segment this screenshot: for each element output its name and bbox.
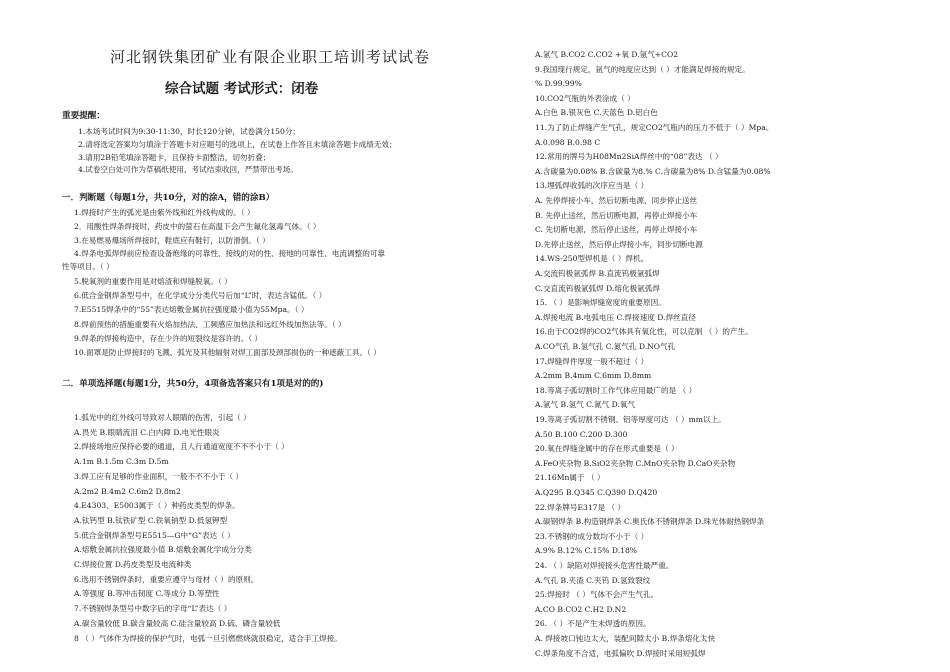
- notice-item: 1.本场考试时间为9:30-11:30，时长120分钟，试卷满分150分；: [78, 127, 301, 136]
- choice-line: % D.99.99%: [535, 79, 582, 89]
- choice-line: 14.WS-250型焊机是（ ）焊机。: [535, 254, 649, 264]
- choice-line: A. 先停焊接小车，然后切断电源，同步停止送丝: [535, 196, 698, 205]
- choice-line: A.等强度 B.等冲击韧度 C.等成分 D.等塑性: [74, 589, 220, 599]
- choice-line: 6.选用不锈钢焊条时，重要应遵守与母材（ ）的原则。: [74, 574, 259, 584]
- choice-line: A.钛钙型 B.钛铁矿型 C.铁氧钠型 D.低氢钾型: [74, 515, 228, 525]
- choice-line: A.FeO夹杂物 B.SiO2夹杂物 C.MnO夹杂物 D.CaO夹杂物: [535, 458, 736, 468]
- choice-line: C.交直流钨极氩弧焊 D.熔化极氩弧焊: [535, 283, 660, 293]
- choice-line: 18.等离子弧切割时工作气体应用最广的是 （ ）: [535, 385, 697, 395]
- section1-heading: 一．判断题（每题1分，共10分，对的涂A，错的涂B）: [62, 193, 275, 203]
- judgment-item: 10.面罩是防止焊接时的飞溅、弧光及其他辐射对焊工面部及颈部损伤的一种遮蔽工具。（ ）: [74, 348, 381, 357]
- choice-line: 12.常用的牌号为H08Mn2SiA焊丝中的“08”表达 （ ）: [535, 152, 723, 162]
- judgment-item: 性等项目。（ ）: [62, 262, 114, 271]
- judgment-item: 3.在易燃易爆场所焊接时，鞋底应有鞋钉，以防滑倒。（ ）: [74, 236, 270, 245]
- notice-item: 3.请用2B铅笔填涂答题卡，且保持卡面整洁，切勿折叠；: [78, 152, 271, 162]
- choice-line: 13.埋弧焊收弧的次序应当是（ ）: [535, 181, 649, 191]
- choice-line: A.气孔 B.夹渣 C.夹钨 D.氢致裂纹: [535, 575, 651, 585]
- choice-line: A. 焊接坡口钝边太大，装配间隙太小 B.焊条熔化太快: [535, 634, 716, 643]
- choice-line: 4.E4303、E5003属于（ ）种药皮类型的焊条。: [74, 501, 240, 511]
- choice-line: A.氩气 B.氢气 C.氮气 D.氧气: [535, 400, 636, 410]
- choice-line: 15. （ ）是影响焊缝宽度的重要原因。: [535, 298, 666, 308]
- choice-line: 17.焊缝焊件厚度一般不超过（ ）: [535, 356, 649, 366]
- choice-line: A.1m B.1.5m C.3m D.5m: [74, 457, 169, 467]
- choice-line: 19.等离子弧切割不锈钢、铝等厚度可达 （ ）mm以上。: [535, 415, 726, 424]
- choice-line: A.9% B.12% C.15% D.18%: [535, 546, 637, 556]
- judgment-item: 1.焊接时产生的弧光是由紫外线和红外线构成的。（ ）: [74, 208, 255, 217]
- judgment-item: 5.脱氧剂的重要作用是对熔渣和焊缝脱氧。（ ）: [74, 277, 232, 286]
- choice-line: 16.由于CO2焊的CO2气体具有氧化性，可以克制 （ ）的产生。: [535, 327, 753, 337]
- choice-line: 8 （ ）气体作为焊接的保护气时，电弧一旦引燃燃烧就很稳定，适合手工焊接。: [74, 633, 342, 643]
- choice-line: 21.16Mn属于 （ ）: [535, 473, 605, 483]
- choice-line: 3.焊工应有足够的作业面积，一般不不不小于（ ）: [74, 471, 244, 481]
- choice-line: A.白色 B.银灰色 C.天蓝色 D.铝白色: [535, 108, 658, 118]
- choice-line: A.50 B.100 C.200 D.300: [535, 429, 628, 439]
- choice-line: 1.弧光中的红外线可导致对人眼睛的伤害，引起（ ）: [74, 413, 251, 422]
- notice-heading: 重要提醒：: [62, 111, 105, 121]
- choice-line: A.氩气 B.CO2 C.CO2 +氧 D.氩气+CO2: [535, 50, 679, 59]
- choice-line: A.2m2 B.4m2 C.6m2 D.8m2: [74, 486, 181, 496]
- judgment-item: 7.E5515焊条中的“55”表达熔敷金属抗拉强度最小值为55Mpa。（ ）: [74, 305, 309, 314]
- choice-line: A.交流钨极氩弧焊 B.直流钨极氩弧焊: [535, 269, 660, 278]
- choice-line: A.Q295 B.Q345 C.Q390 D.Q420: [535, 488, 658, 497]
- choice-line: 26. （ ）不是产生未焊透的原因。: [535, 619, 651, 629]
- notice-item: 4.试卷空白处可作为草稿纸使用，考试结束收回，严禁带出考场。: [78, 165, 298, 175]
- judgment-item: 2．用酸性焊条焊接时，药皮中的萤石在高温下会产生氟化氢毒气体。（ ）: [74, 222, 321, 231]
- choice-line: 22.焊条牌号E317是 （ ）: [535, 502, 626, 512]
- choice-line: A.熔敷金属抗拉强度最小值 B.熔敷金属化学成分分类: [74, 545, 252, 555]
- choice-line: A.2mm B.4mm C.6mm D.8mm: [535, 371, 652, 381]
- judgment-item: 8.焊前预热的措施重要有火焰加热法、工频感应加热法和远红外线加热法等。（ ）: [74, 320, 346, 329]
- choice-line: A.碳含量较低 B.碳含量较高 C.硅含量较高 D.硫、磷含量较低: [74, 618, 281, 628]
- choice-line: A.含碳量为0.08% B.含碳量为8.% C.含碳量为8% D.含锰量为0.08%: [535, 166, 771, 176]
- choice-line: 10.CO2气瓶的外表涂成（ ）: [535, 93, 635, 103]
- exam-subtitle: 综合试题 考试形式：闭卷: [165, 81, 319, 97]
- choice-line: 23.不锈钢的成分数均不小于（ ）: [535, 531, 649, 541]
- section2-heading: 二．单项选择题(每题1分，共50分，4项备选答案只有1项是对的的): [62, 379, 324, 389]
- choice-line: C.焊接位置 D.药皮类型及电流种类: [74, 560, 192, 569]
- judgment-item: 6.低合金钢焊条型号中，在化学成分分类代号后加“L”时，表达含锰低。（ ）: [74, 291, 327, 300]
- choice-line: 24. （ ）缺陷对焊接接头危害性最严重。: [535, 561, 674, 570]
- exam-title: 河北钢铁集团矿业有限企业职工培训考试试卷: [110, 48, 431, 66]
- judgment-item: 4.焊条电弧焊焊前应检查设备绝缘的可靠性、接线的对的性、接地的可靠性、电流调整的可靠: [74, 249, 385, 258]
- choice-line: 7.不锈钢焊条型号中数字后的字母“L”表达（ ）: [74, 604, 232, 614]
- choice-line: A.CO气孔 B.氢气孔 C.氮气孔 D.NO气孔: [535, 342, 676, 351]
- choice-line: 5.低合金钢焊条型号E5515—G中“G”表达（ ）: [74, 530, 235, 540]
- choice-line: B. 先停止送丝，然后切断电源，再停止焊接小车: [535, 210, 698, 220]
- choice-line: 2.焊接场地应保持必要的通道，且人行通道宽度不不不小于（ ）: [74, 442, 289, 452]
- choice-line: A.畏光 B.眼睛流泪 C.白内障 D.电光性眼炎: [74, 427, 220, 437]
- choice-line: A.CO B.CO2 C.H2 D.N2: [535, 604, 627, 614]
- choice-line: 9.我国现行规定，氩气的纯度应达到（ ）才能满足焊接的规定。: [535, 64, 750, 74]
- choice-line: C.焊条角度不合适，电弧偏吹 D.焊接时采用短弧焊: [535, 648, 706, 658]
- choice-line: A.0.098 B.0.98 C: [535, 137, 601, 147]
- choice-line: D.先停止送丝，然后停止焊接小车，同步切断电源: [535, 239, 703, 249]
- choice-line: A.碳钢焊条 B.构造钢焊条 C.奥氏体不锈钢焊条 D.珠光体耐热钢焊条: [535, 517, 765, 527]
- choice-line: C. 先切断电源，然后停止送丝，再停止焊接小车: [535, 225, 698, 235]
- choice-line: A.焊接电流 B.电弧电压 C.焊接速度 D.焊丝直径: [535, 312, 696, 322]
- notice-item: 2.请将选定答案均匀填涂于答题卡对应题号的选项上，在试卷上作答且未填涂答题卡成绩无效；: [78, 139, 397, 149]
- judgment-item: 9.焊条的焊接构造中，存在少许的短裂纹是容许的。（ ）: [74, 334, 263, 343]
- choice-line: 25.焊接时 （ ）气体不会产生气孔。: [535, 590, 659, 600]
- choice-line: 20.氧在焊缝金属中的存在形式重要是（ ）: [535, 444, 679, 454]
- choice-line: 11.为了防止焊缝产生气孔，规定CO2气瓶内的压力不低于（ ）Mpa。: [535, 123, 774, 132]
